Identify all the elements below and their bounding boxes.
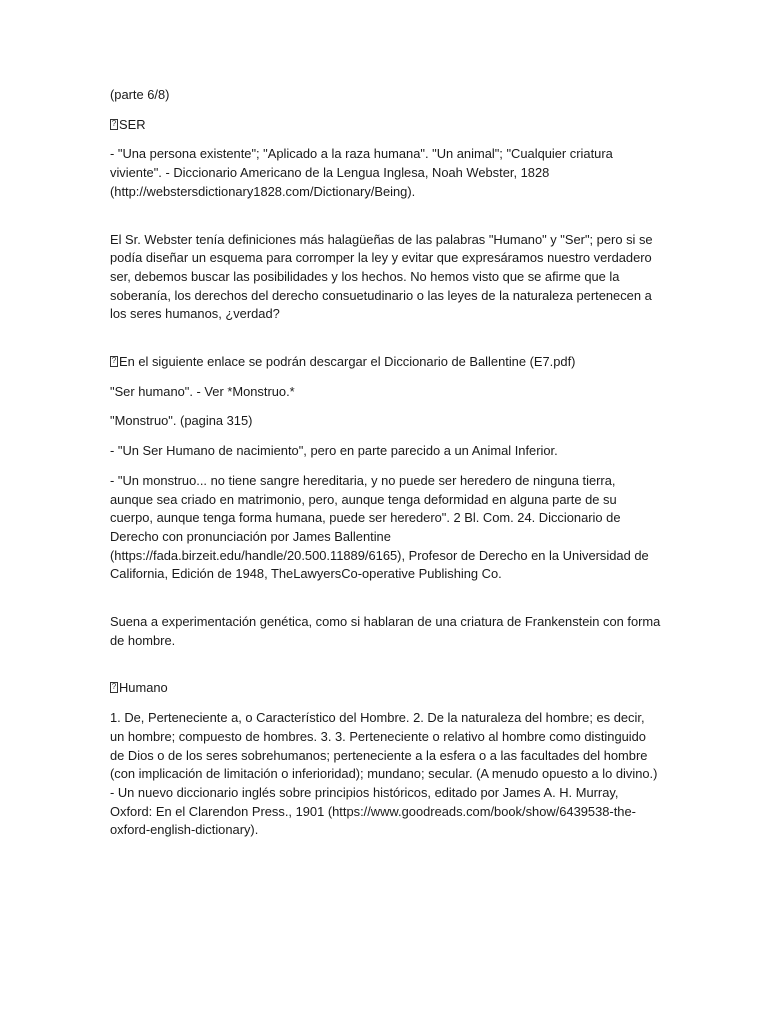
part-label: (parte 6/8): [110, 87, 170, 102]
ballentine-intro-text: En el siguiente enlace se podrán descargar el Diccionario de Ballentine (E7.pdf): [119, 354, 576, 370]
section-heading-humano-text: Humano: [119, 680, 168, 696]
section-heading-ser-text: SER: [119, 116, 146, 132]
monstruo-entry: "Monstruo". (pagina 315): [110, 413, 253, 429]
missing-glyph-icon: [110, 356, 118, 367]
monstruo-definition-1: - "Un Ser Humano de nacimiento", pero en parte parecido a un Animal Inferior.: [110, 443, 558, 459]
paragraph-frankenstein: Suena a experimentación genética, como si hablaran de una criatura de Frankenstein con forma de hombre.: [110, 614, 661, 648]
monstruo-definition-2: - "Un monstruo... no tiene sangre hereditaria, y no puede ser heredero de ninguna tierra, aunque sea criado en matrimonio, pero, aunque tenga deformidad en alguna parte de su cuerpo, aunque tenga forma humana, puede ser heredero". 2 Bl. Com. 24. Diccionario de Derecho con pronunciación por James Ballentine (https://fada.birzeit.edu/handle/20.500.11889/6165), Profesor de Derecho en la Universidad de California, Edición de 1948, TheLawyersCo-operative Publishing Co.: [110, 472, 649, 582]
section-heading-humano: [110, 679, 662, 698]
paragraph-webster: El Sr. Webster tenía definiciones más halagüeñas de las palabras "Humano" y "Ser"; pero si se podía diseñar un esquema para corromper la ley y evitar que expresáramos nuestro verdadero ser, debemos buscar las posibilidades y los hechos. No hemos visto que se afirme que la soberanía, los derechos del derecho consuetudinario o las leyes de la naturaleza pertenecen a los seres humanos, ¿verdad?: [110, 231, 653, 322]
ballentine-intro: [110, 353, 662, 372]
section-heading-ser: [110, 116, 662, 135]
ser-humano-entry: "Ser humano". - Ver *Monstruo.*: [110, 383, 295, 399]
definition-ser: - "Una persona existente"; "Aplicado a la raza humana". "Un animal"; "Cualquier criatura viviente". - Diccionario Americano de la Lengua Inglesa, Noah Webster, 1828 (http://webstersdictionary1828.com/Dictionary/Being).: [110, 146, 613, 199]
missing-glyph-icon: [110, 119, 118, 130]
definition-humano: 1. De, Perteneciente a, o Característico del Hombre. 2. De la naturaleza del hombre; es decir, un hombre; compuesto de hombres. 3. 3. Perteneciente o relativo al hombre como distinguido de Dios o de los seres sobrehumanos; perteneciente a la esfera o a las facultades del hombre (con implicación de limitación o inferioridad); mundano; secular. (A menudo opuesto a lo divino.) - Un nuevo diccionario inglés sobre principios históricos, editado por James A. H. Murray, Oxford: En el Clarendon Press., 1901 (https://www.goodreads.com/book/show/6439538-the-oxford-english-dictionary).: [110, 710, 658, 838]
missing-glyph-icon: [110, 682, 118, 693]
document-body: [110, 86, 662, 851]
